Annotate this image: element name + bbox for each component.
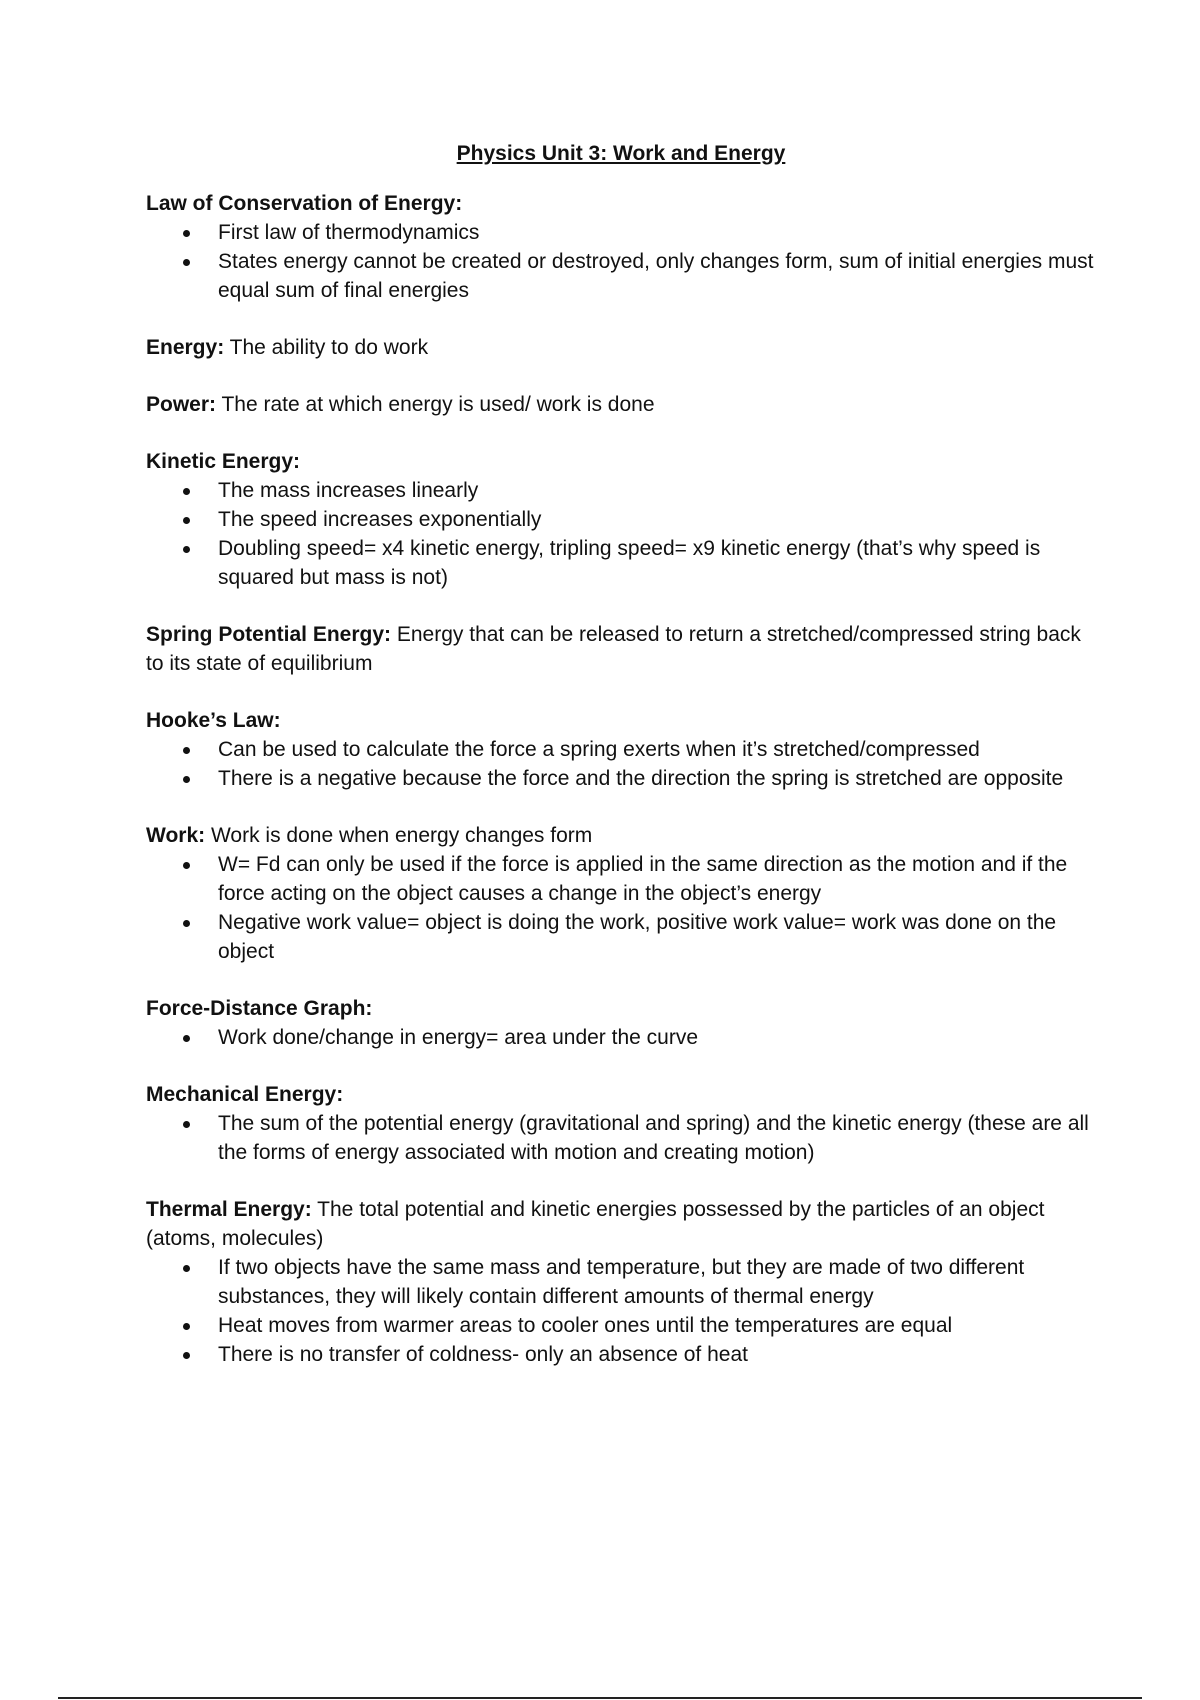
definition-thermal: The total potential and kinetic energies possessed by the particles of an object (atoms, molecules) xyxy=(146,1198,1045,1251)
bullet-item: The mass increases linearly xyxy=(218,476,1096,505)
section-force-distance-graph xyxy=(146,994,1096,1052)
section-mechanical xyxy=(146,1080,1096,1167)
section-kinetic xyxy=(146,447,1096,592)
bullet-item: First law of thermodynamics xyxy=(218,218,1096,247)
bullet-item: If two objects have the same mass and temperature, but they are made of two different substances, they will likely contain different amounts of thermal energy xyxy=(218,1253,1096,1311)
bullet-list-graph xyxy=(146,1023,1096,1052)
term-force-distance-graph: Force-Distance Graph: xyxy=(146,997,373,1021)
section-work xyxy=(146,821,1096,966)
bullet-item: Doubling speed= x4 kinetic energy, tripling speed= x9 kinetic energy (that’s why speed is squared but mass is not) xyxy=(218,534,1096,592)
definition-power: The rate at which energy is used/ work is done xyxy=(216,393,655,417)
bullet-list-work xyxy=(146,850,1096,966)
term-thermal: Thermal Energy: xyxy=(146,1198,312,1222)
term-mechanical: Mechanical Energy: xyxy=(146,1083,344,1107)
definition-spring: Energy that can be released to return a stretched/compressed string back to its state of equilibrium xyxy=(146,623,1081,676)
section-thermal xyxy=(146,1195,1096,1369)
term-spring: Spring Potential Energy: xyxy=(146,623,392,647)
term-energy: Energy: xyxy=(146,336,225,360)
section-power xyxy=(146,390,1096,419)
bullet-list-mechanical xyxy=(146,1109,1096,1167)
definition-work: Work is done when energy changes form xyxy=(205,824,593,848)
bullet-item: States energy cannot be created or destroyed, only changes form, sum of initial energies must equal sum of final energies xyxy=(218,247,1096,305)
term-hooke: Hooke’s Law: xyxy=(146,709,281,733)
bullet-item: The speed increases exponentially xyxy=(218,505,1096,534)
term-conservation: Law of Conservation of Energy: xyxy=(146,192,463,216)
term-kinetic: Kinetic Energy: xyxy=(146,450,301,474)
bullet-item: The sum of the potential energy (gravitational and spring) and the kinetic energy (these are all the forms of energy associated with motion and creating motion) xyxy=(218,1109,1096,1167)
bullet-item: There is a negative because the force and the direction the spring is stretched are opposite xyxy=(218,764,1096,793)
bullet-list-kinetic xyxy=(146,476,1096,592)
section-hooke xyxy=(146,706,1096,793)
bullet-item: Can be used to calculate the force a spring exerts when it’s stretched/compressed xyxy=(218,735,1096,764)
section-energy xyxy=(146,333,1096,362)
term-work: Work: xyxy=(146,824,206,848)
definition-energy: The ability to do work xyxy=(224,336,429,360)
bullet-list-conservation xyxy=(146,218,1096,305)
bullet-item: Work done/change in energy= area under the curve xyxy=(218,1023,1096,1052)
document-title: Physics Unit 3: Work and Energy xyxy=(456,142,786,165)
term-power: Power: xyxy=(146,393,217,417)
bullet-item: Heat moves from warmer areas to cooler ones until the temperatures are equal xyxy=(218,1311,1096,1340)
bullet-list-hooke xyxy=(146,735,1096,793)
bullet-item: There is no transfer of coldness- only an absence of heat xyxy=(218,1340,1096,1369)
bullet-item: W= Fd can only be used if the force is applied in the same direction as the motion and if the force acting on the object causes a change in the object’s energy xyxy=(218,850,1096,908)
bullet-list-thermal xyxy=(146,1253,1096,1369)
section-conservation xyxy=(146,189,1096,305)
page-bottom-divider xyxy=(58,1697,1142,1699)
document-page xyxy=(146,140,1096,1397)
bullet-item: Negative work value= object is doing the work, positive work value= work was done on the object xyxy=(218,908,1096,966)
section-spring xyxy=(146,620,1096,678)
